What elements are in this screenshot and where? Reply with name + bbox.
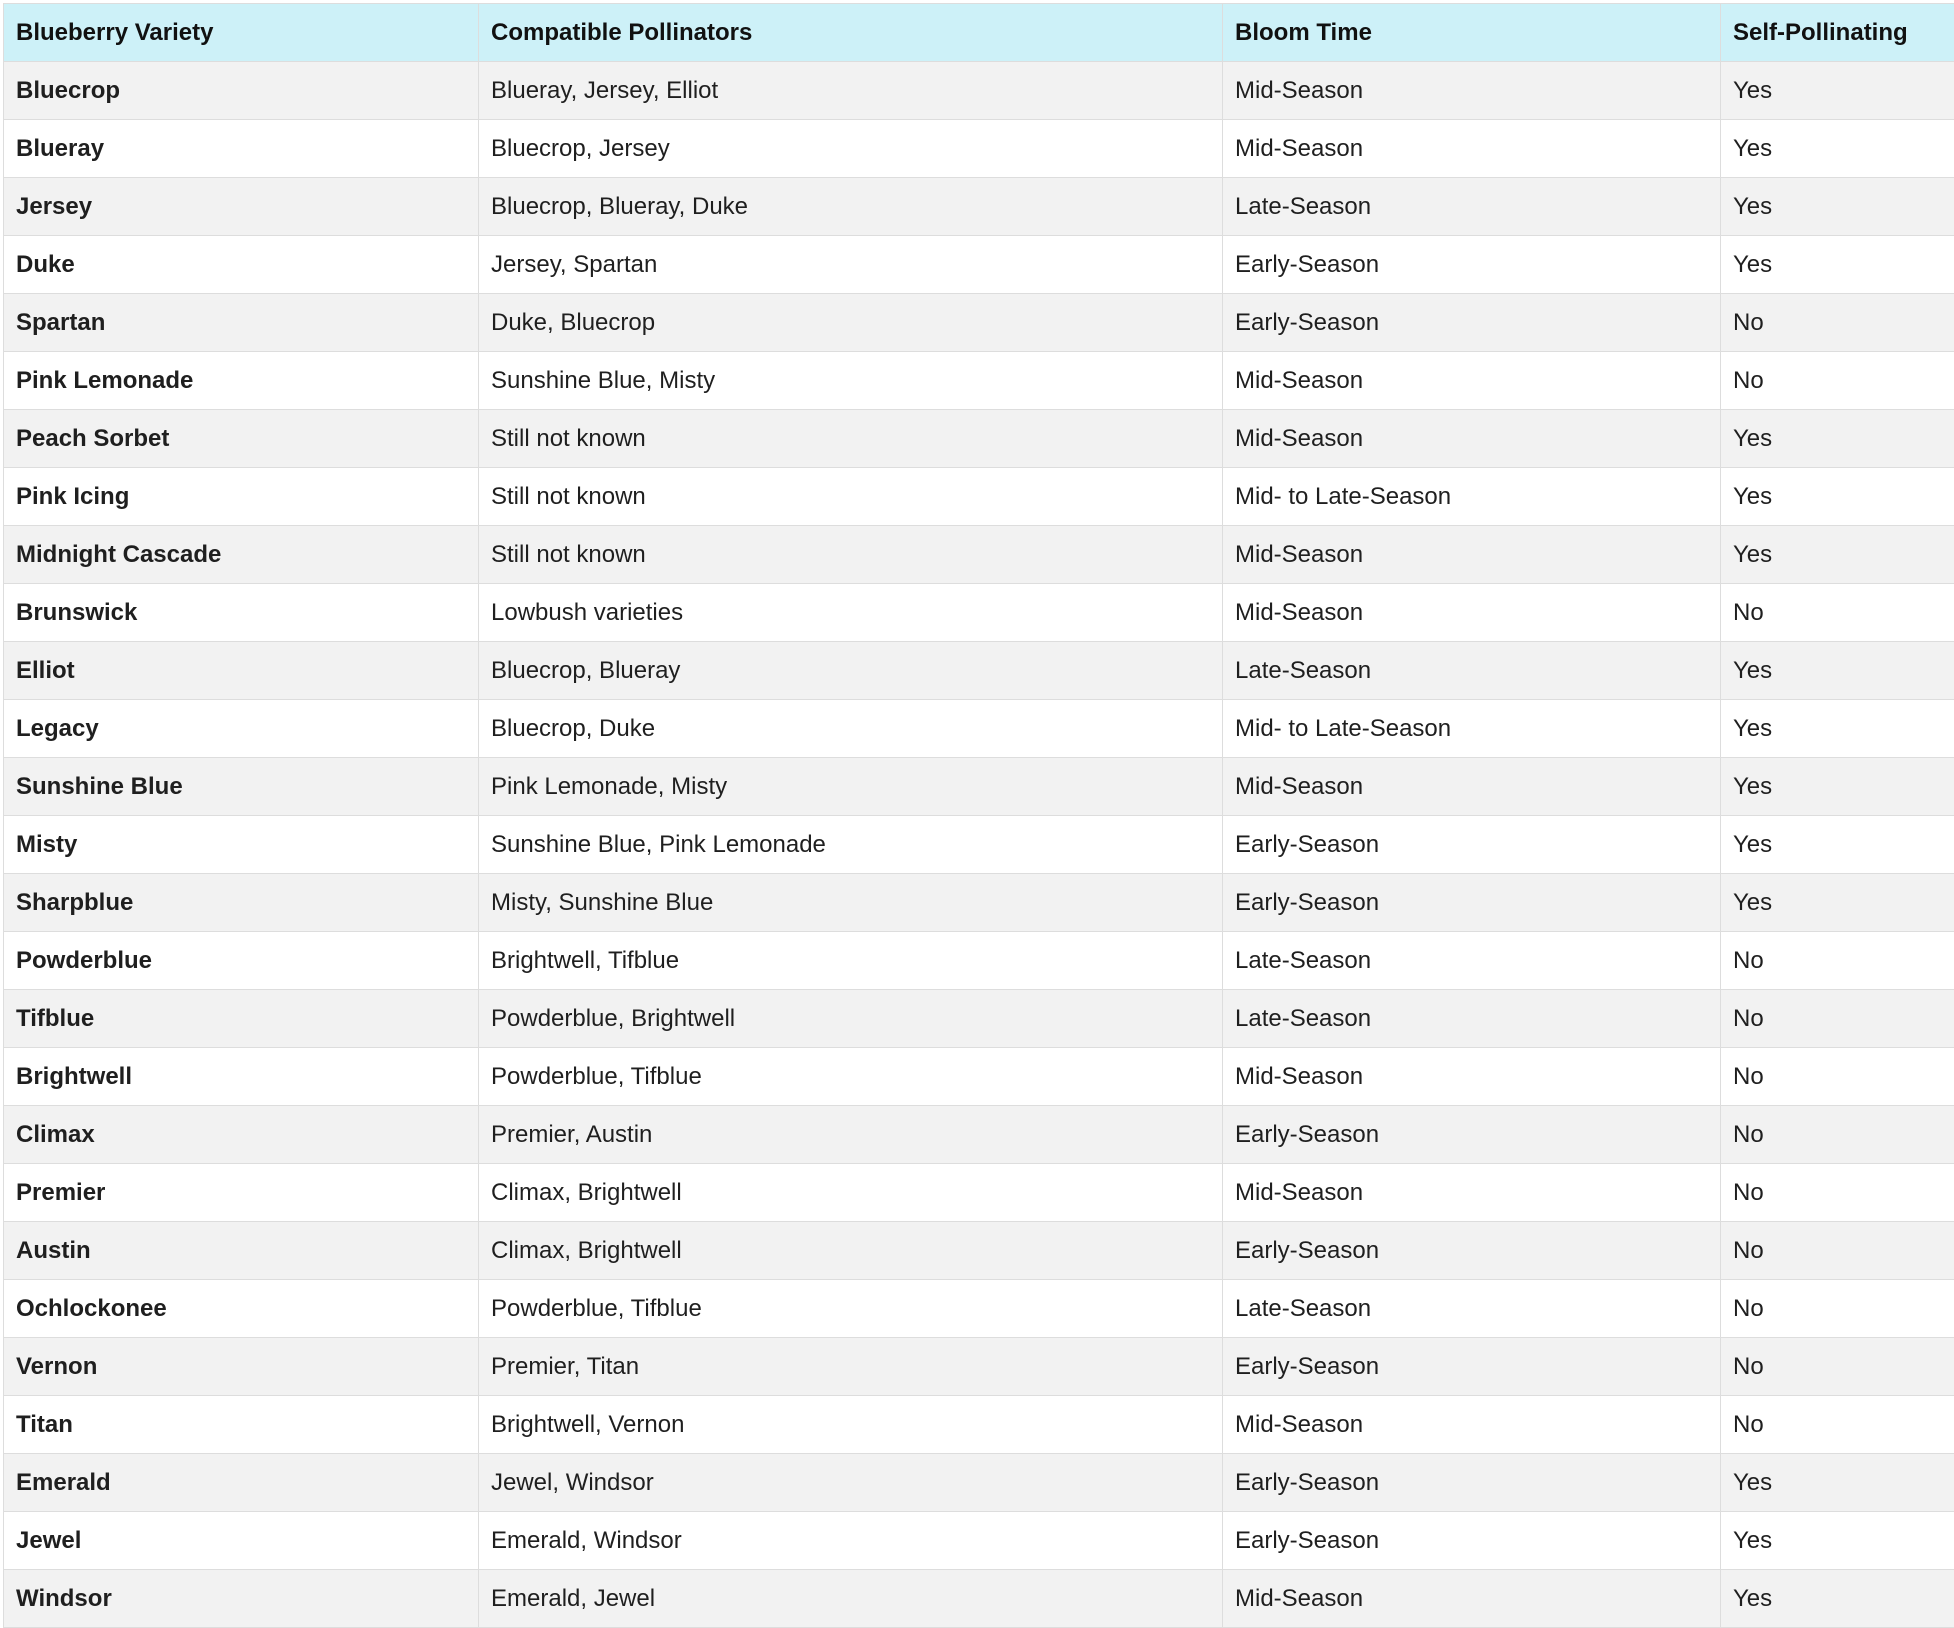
cell-compatible-pollinators: Duke, Bluecrop xyxy=(479,294,1223,352)
cell-bloom-time: Late-Season xyxy=(1223,178,1721,236)
cell-self-pollinating: Yes xyxy=(1721,758,1954,816)
cell-compatible-pollinators: Pink Lemonade, Misty xyxy=(479,758,1223,816)
cell-bloom-time: Mid-Season xyxy=(1223,758,1721,816)
cell-compatible-pollinators: Jersey, Spartan xyxy=(479,236,1223,294)
cell-bloom-time: Mid-Season xyxy=(1223,1396,1721,1454)
cell-self-pollinating: Yes xyxy=(1721,874,1954,932)
cell-bloom-time: Early-Season xyxy=(1223,874,1721,932)
cell-self-pollinating: No xyxy=(1721,1280,1954,1338)
header-row xyxy=(4,4,1954,62)
table-row xyxy=(4,932,1954,990)
cell-compatible-pollinators: Powderblue, Tifblue xyxy=(479,1280,1223,1338)
cell-self-pollinating: Yes xyxy=(1721,62,1954,120)
cell-compatible-pollinators: Bluecrop, Blueray, Duke xyxy=(479,178,1223,236)
header-self-pollinating: Self-Pollinating xyxy=(1721,4,1954,62)
cell-bloom-time: Early-Season xyxy=(1223,816,1721,874)
cell-variety: Emerald xyxy=(4,1454,479,1512)
cell-self-pollinating: Yes xyxy=(1721,1512,1954,1570)
table-row xyxy=(4,1280,1954,1338)
cell-variety: Pink Lemonade xyxy=(4,352,479,410)
cell-self-pollinating: Yes xyxy=(1721,700,1954,758)
cell-self-pollinating: No xyxy=(1721,932,1954,990)
table-row xyxy=(4,468,1954,526)
cell-compatible-pollinators: Bluecrop, Duke xyxy=(479,700,1223,758)
cell-bloom-time: Late-Season xyxy=(1223,990,1721,1048)
table-row xyxy=(4,758,1954,816)
cell-bloom-time: Mid-Season xyxy=(1223,120,1721,178)
cell-self-pollinating: Yes xyxy=(1721,642,1954,700)
cell-variety: Midnight Cascade xyxy=(4,526,479,584)
table-row xyxy=(4,294,1954,352)
table-row xyxy=(4,410,1954,468)
cell-self-pollinating: Yes xyxy=(1721,236,1954,294)
cell-bloom-time: Mid-Season xyxy=(1223,410,1721,468)
cell-variety: Climax xyxy=(4,1106,479,1164)
cell-compatible-pollinators: Bluecrop, Blueray xyxy=(479,642,1223,700)
cell-compatible-pollinators: Climax, Brightwell xyxy=(479,1222,1223,1280)
cell-variety: Blueray xyxy=(4,120,479,178)
cell-bloom-time: Early-Season xyxy=(1223,1338,1721,1396)
cell-bloom-time: Early-Season xyxy=(1223,236,1721,294)
cell-compatible-pollinators: Jewel, Windsor xyxy=(479,1454,1223,1512)
cell-compatible-pollinators: Climax, Brightwell xyxy=(479,1164,1223,1222)
cell-self-pollinating: No xyxy=(1721,1048,1954,1106)
cell-compatible-pollinators: Blueray, Jersey, Elliot xyxy=(479,62,1223,120)
cell-variety: Bluecrop xyxy=(4,62,479,120)
table-header xyxy=(4,4,1954,62)
table-row xyxy=(4,62,1954,120)
cell-variety: Pink Icing xyxy=(4,468,479,526)
table-row xyxy=(4,642,1954,700)
cell-self-pollinating: Yes xyxy=(1721,120,1954,178)
cell-bloom-time: Mid- to Late-Season xyxy=(1223,468,1721,526)
table-row xyxy=(4,236,1954,294)
cell-compatible-pollinators: Still not known xyxy=(479,468,1223,526)
cell-self-pollinating: No xyxy=(1721,1396,1954,1454)
table-row xyxy=(4,352,1954,410)
cell-variety: Premier xyxy=(4,1164,479,1222)
cell-bloom-time: Late-Season xyxy=(1223,1280,1721,1338)
cell-self-pollinating: No xyxy=(1721,294,1954,352)
cell-compatible-pollinators: Bluecrop, Jersey xyxy=(479,120,1223,178)
cell-compatible-pollinators: Still not known xyxy=(479,526,1223,584)
cell-compatible-pollinators: Emerald, Windsor xyxy=(479,1512,1223,1570)
cell-variety: Misty xyxy=(4,816,479,874)
cell-compatible-pollinators: Still not known xyxy=(479,410,1223,468)
cell-compatible-pollinators: Sunshine Blue, Pink Lemonade xyxy=(479,816,1223,874)
cell-bloom-time: Mid-Season xyxy=(1223,62,1721,120)
cell-variety: Windsor xyxy=(4,1570,479,1628)
table-row xyxy=(4,1106,1954,1164)
cell-bloom-time: Late-Season xyxy=(1223,642,1721,700)
cell-variety: Spartan xyxy=(4,294,479,352)
cell-self-pollinating: No xyxy=(1721,1222,1954,1280)
cell-variety: Tifblue xyxy=(4,990,479,1048)
cell-variety: Elliot xyxy=(4,642,479,700)
cell-bloom-time: Mid-Season xyxy=(1223,352,1721,410)
table-row xyxy=(4,816,1954,874)
cell-variety: Jersey xyxy=(4,178,479,236)
cell-variety: Vernon xyxy=(4,1338,479,1396)
cell-self-pollinating: Yes xyxy=(1721,1454,1954,1512)
cell-compatible-pollinators: Emerald, Jewel xyxy=(479,1570,1223,1628)
blueberry-pollination-table xyxy=(3,3,1954,1628)
cell-variety: Sharpblue xyxy=(4,874,479,932)
header-compatible-pollinators: Compatible Pollinators xyxy=(479,4,1223,62)
table-row xyxy=(4,1048,1954,1106)
table-row xyxy=(4,1454,1954,1512)
cell-self-pollinating: No xyxy=(1721,1338,1954,1396)
cell-compatible-pollinators: Premier, Titan xyxy=(479,1338,1223,1396)
table-row xyxy=(4,874,1954,932)
cell-variety: Jewel xyxy=(4,1512,479,1570)
cell-bloom-time: Early-Season xyxy=(1223,1106,1721,1164)
cell-self-pollinating: Yes xyxy=(1721,1570,1954,1628)
cell-variety: Titan xyxy=(4,1396,479,1454)
cell-self-pollinating: No xyxy=(1721,1164,1954,1222)
table-row xyxy=(4,1338,1954,1396)
table-row xyxy=(4,178,1954,236)
header-blueberry-variety: Blueberry Variety xyxy=(4,4,479,62)
cell-self-pollinating: Yes xyxy=(1721,178,1954,236)
cell-variety: Brunswick xyxy=(4,584,479,642)
cell-variety: Sunshine Blue xyxy=(4,758,479,816)
table-row xyxy=(4,1222,1954,1280)
cell-self-pollinating: No xyxy=(1721,1106,1954,1164)
header-bloom-time: Bloom Time xyxy=(1223,4,1721,62)
cell-compatible-pollinators: Sunshine Blue, Misty xyxy=(479,352,1223,410)
cell-self-pollinating: No xyxy=(1721,990,1954,1048)
cell-bloom-time: Mid-Season xyxy=(1223,526,1721,584)
table-row xyxy=(4,526,1954,584)
cell-bloom-time: Mid- to Late-Season xyxy=(1223,700,1721,758)
cell-bloom-time: Mid-Season xyxy=(1223,1164,1721,1222)
cell-variety: Powderblue xyxy=(4,932,479,990)
table-row xyxy=(4,1164,1954,1222)
cell-self-pollinating: No xyxy=(1721,352,1954,410)
cell-compatible-pollinators: Brightwell, Vernon xyxy=(479,1396,1223,1454)
cell-variety: Ochlockonee xyxy=(4,1280,479,1338)
cell-variety: Peach Sorbet xyxy=(4,410,479,468)
cell-bloom-time: Early-Season xyxy=(1223,294,1721,352)
cell-self-pollinating: Yes xyxy=(1721,816,1954,874)
cell-self-pollinating: Yes xyxy=(1721,468,1954,526)
cell-compatible-pollinators: Brightwell, Tifblue xyxy=(479,932,1223,990)
cell-compatible-pollinators: Lowbush varieties xyxy=(479,584,1223,642)
cell-self-pollinating: Yes xyxy=(1721,526,1954,584)
cell-compatible-pollinators: Misty, Sunshine Blue xyxy=(479,874,1223,932)
cell-variety: Legacy xyxy=(4,700,479,758)
cell-bloom-time: Early-Season xyxy=(1223,1454,1721,1512)
cell-self-pollinating: No xyxy=(1721,584,1954,642)
cell-bloom-time: Mid-Season xyxy=(1223,1570,1721,1628)
table-row xyxy=(4,1396,1954,1454)
cell-variety: Brightwell xyxy=(4,1048,479,1106)
cell-bloom-time: Mid-Season xyxy=(1223,1048,1721,1106)
table-row xyxy=(4,700,1954,758)
cell-self-pollinating: Yes xyxy=(1721,410,1954,468)
table-row xyxy=(4,1570,1954,1628)
cell-bloom-time: Early-Season xyxy=(1223,1222,1721,1280)
table-row xyxy=(4,584,1954,642)
table-row xyxy=(4,990,1954,1048)
table-body xyxy=(4,62,1954,1628)
cell-variety: Austin xyxy=(4,1222,479,1280)
cell-compatible-pollinators: Powderblue, Brightwell xyxy=(479,990,1223,1048)
cell-bloom-time: Early-Season xyxy=(1223,1512,1721,1570)
cell-compatible-pollinators: Powderblue, Tifblue xyxy=(479,1048,1223,1106)
cell-bloom-time: Mid-Season xyxy=(1223,584,1721,642)
table-row xyxy=(4,120,1954,178)
cell-bloom-time: Late-Season xyxy=(1223,932,1721,990)
cell-variety: Duke xyxy=(4,236,479,294)
blueberry-table-container xyxy=(3,3,1954,1628)
cell-compatible-pollinators: Premier, Austin xyxy=(479,1106,1223,1164)
table-row xyxy=(4,1512,1954,1570)
